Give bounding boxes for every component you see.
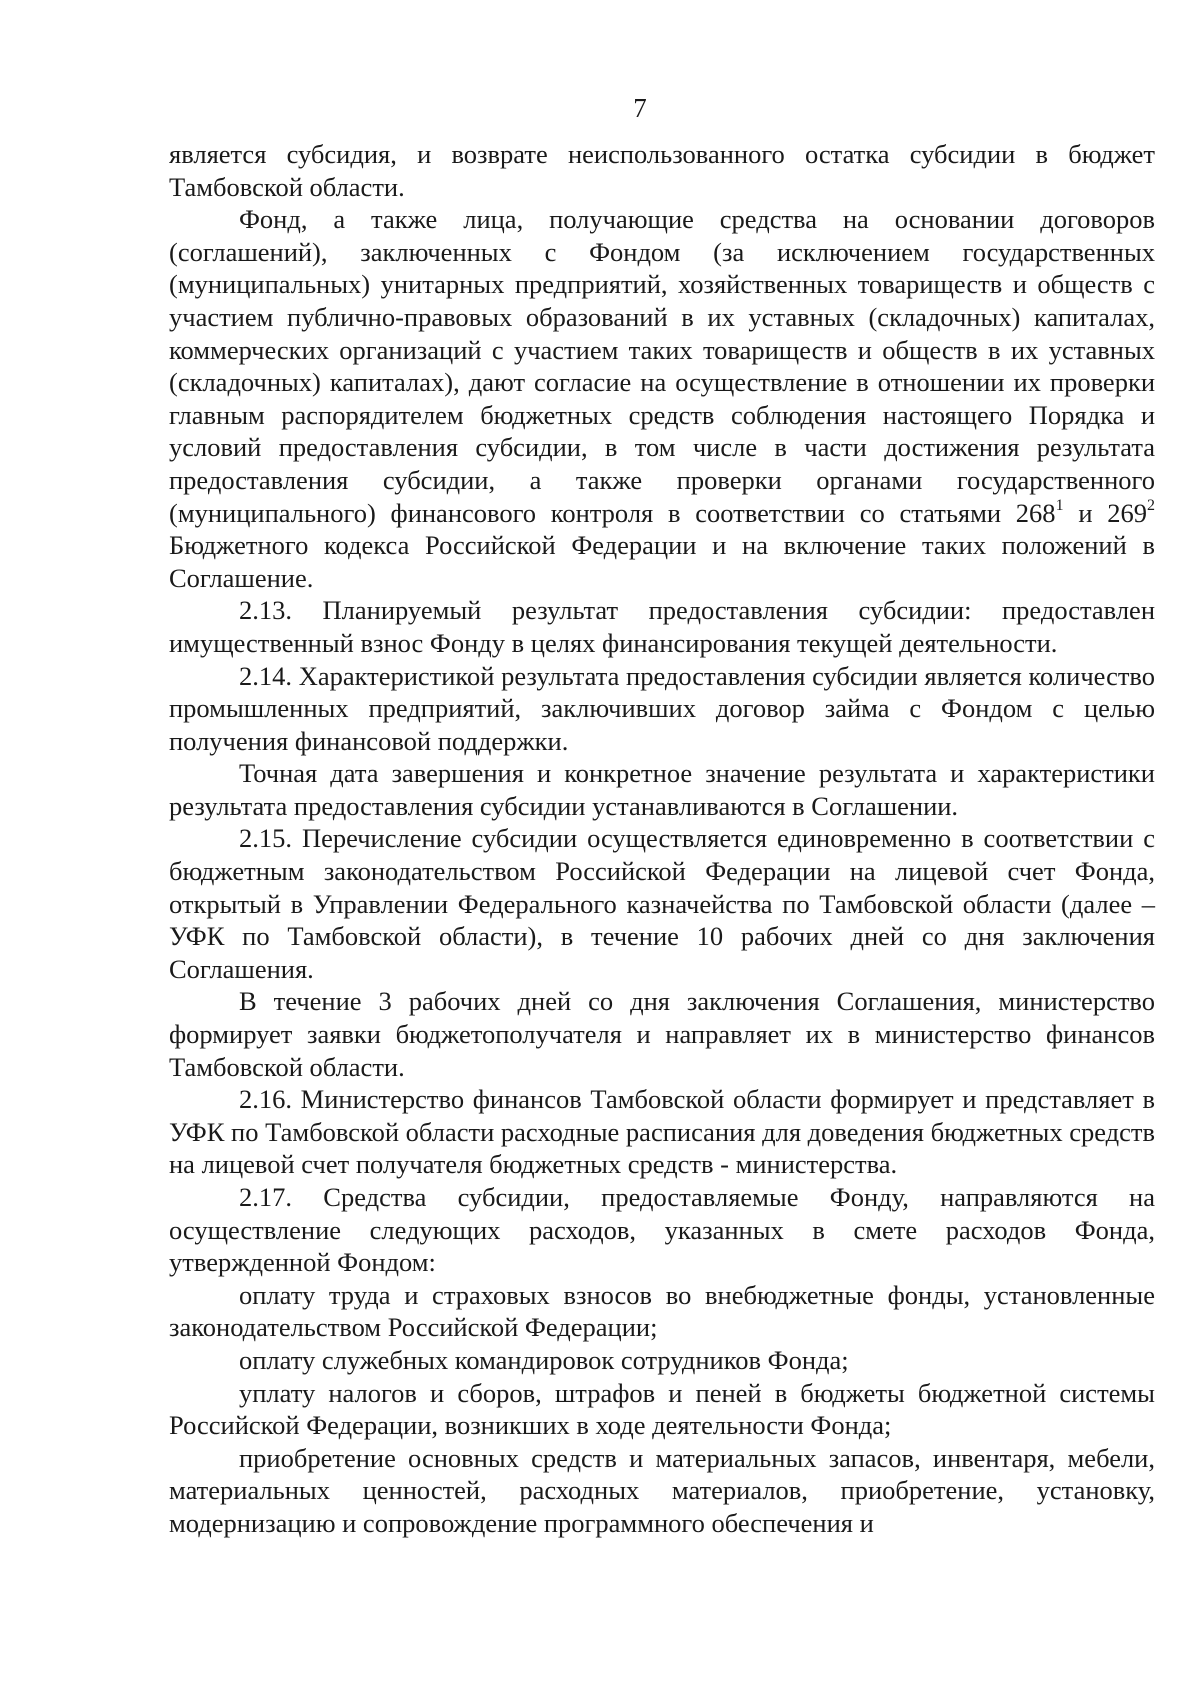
paragraph-2-15: 2.15. Перечисление субсидии осуществляется единовременно в соответствии с бюджетным законодательством Российской Федерации на лицевой счет Фонда, открытый в Управлении Федерального казначейства по Тамбовской области (далее – УФК по Тамбовской области), в течение 10 рабочих дней со дня заключения Соглашения. <box>169 823 1155 984</box>
document-body <box>169 138 1155 1540</box>
list-item-assets: приобретение основных средств и материальных запасов, инвентаря, мебели, материальных ценностей, расходных материалов, приобретение, установку, модернизацию и сопровождение программного обеспечения и <box>169 1442 1155 1538</box>
paragraph-text: Фонд, а также лица, получающие средства на основании договоров (соглашений), заключенных с Фондом (за исключением государственных (муниципальных) унитарных предприятий, хозяйственных товариществ и обществ с участием публично-правовых образований в их уставных (складочных) капиталах, коммерческих организаций с участием таких товариществ и обществ в их уставных (складочных) капиталах), дают согласие на осуществление в отношении их проверки главным распорядителем бюджетных средств соблюдения настоящего Порядка и условий предоставления субсидии, в том числе в части достижения результата предоставления субсидии, а также проверки органами государственного (муниципального) финансового контроля в соответствии со статьями 268 <box>169 204 1155 528</box>
paragraph-2-17: 2.17. Средства субсидии, предоставляемые Фонду, направляются на осуществление следующих расходов, указанных в смете расходов Фонда, утвержденной Фондом: <box>169 1182 1155 1278</box>
superscript: 1 <box>1055 496 1064 514</box>
paragraph-text: Бюджетного кодекса Российской Федерации и на включение таких положений в Соглашение. <box>169 530 1155 593</box>
paragraph-text: и 269 <box>1063 497 1147 528</box>
paragraph-2-13: 2.13. Планируемый результат предоставления субсидии: предоставлен имущественный взнос Фонду в целях финансирования текущей деятельности. <box>169 595 1155 658</box>
paragraph-exact-date: Точная дата завершения и конкретное значение результата и характеристики результата предоставления субсидии устанавливаются в Соглашении. <box>169 758 1155 821</box>
paragraph-fund-consent <box>169 203 1155 594</box>
list-item-travel: оплату служебных командировок сотрудников Фонда; <box>239 1344 849 1375</box>
list-item-taxes: уплату налогов и сборов, штрафов и пеней в бюджеты бюджетной системы Российской Федерации, возникших в ходе деятельности Фонда; <box>169 1377 1155 1441</box>
paragraph-3-days: В течение 3 рабочих дней со дня заключения Соглашения, министерство формирует заявки бюджетополучателя и направляет их в министерство финансов Тамбовской области. <box>169 986 1155 1082</box>
list-item-labor: оплату труда и страховых взносов во внебюджетные фонды, установленные законодательством Российской Федерации; <box>169 1279 1155 1343</box>
paragraph-2-16: 2.16. Министерство финансов Тамбовской области формирует и представляет в УФК по Тамбовской области расходные расписания для доведения бюджетных средств на лицевой счет получателя бюджетных средств - министерства. <box>169 1084 1155 1180</box>
paragraph-continuation: является субсидия, и возврате неиспользованного остатка субсидии в бюджет Тамбовской области. <box>169 139 1155 202</box>
paragraph-2-14: 2.14. Характеристикой результата предоставления субсидии является количество промышленных предприятий, заключивших договор займа с Фондом с целью получения финансовой поддержки. <box>169 660 1155 756</box>
page-number: 7 <box>633 93 647 123</box>
superscript: 2 <box>1147 496 1155 514</box>
